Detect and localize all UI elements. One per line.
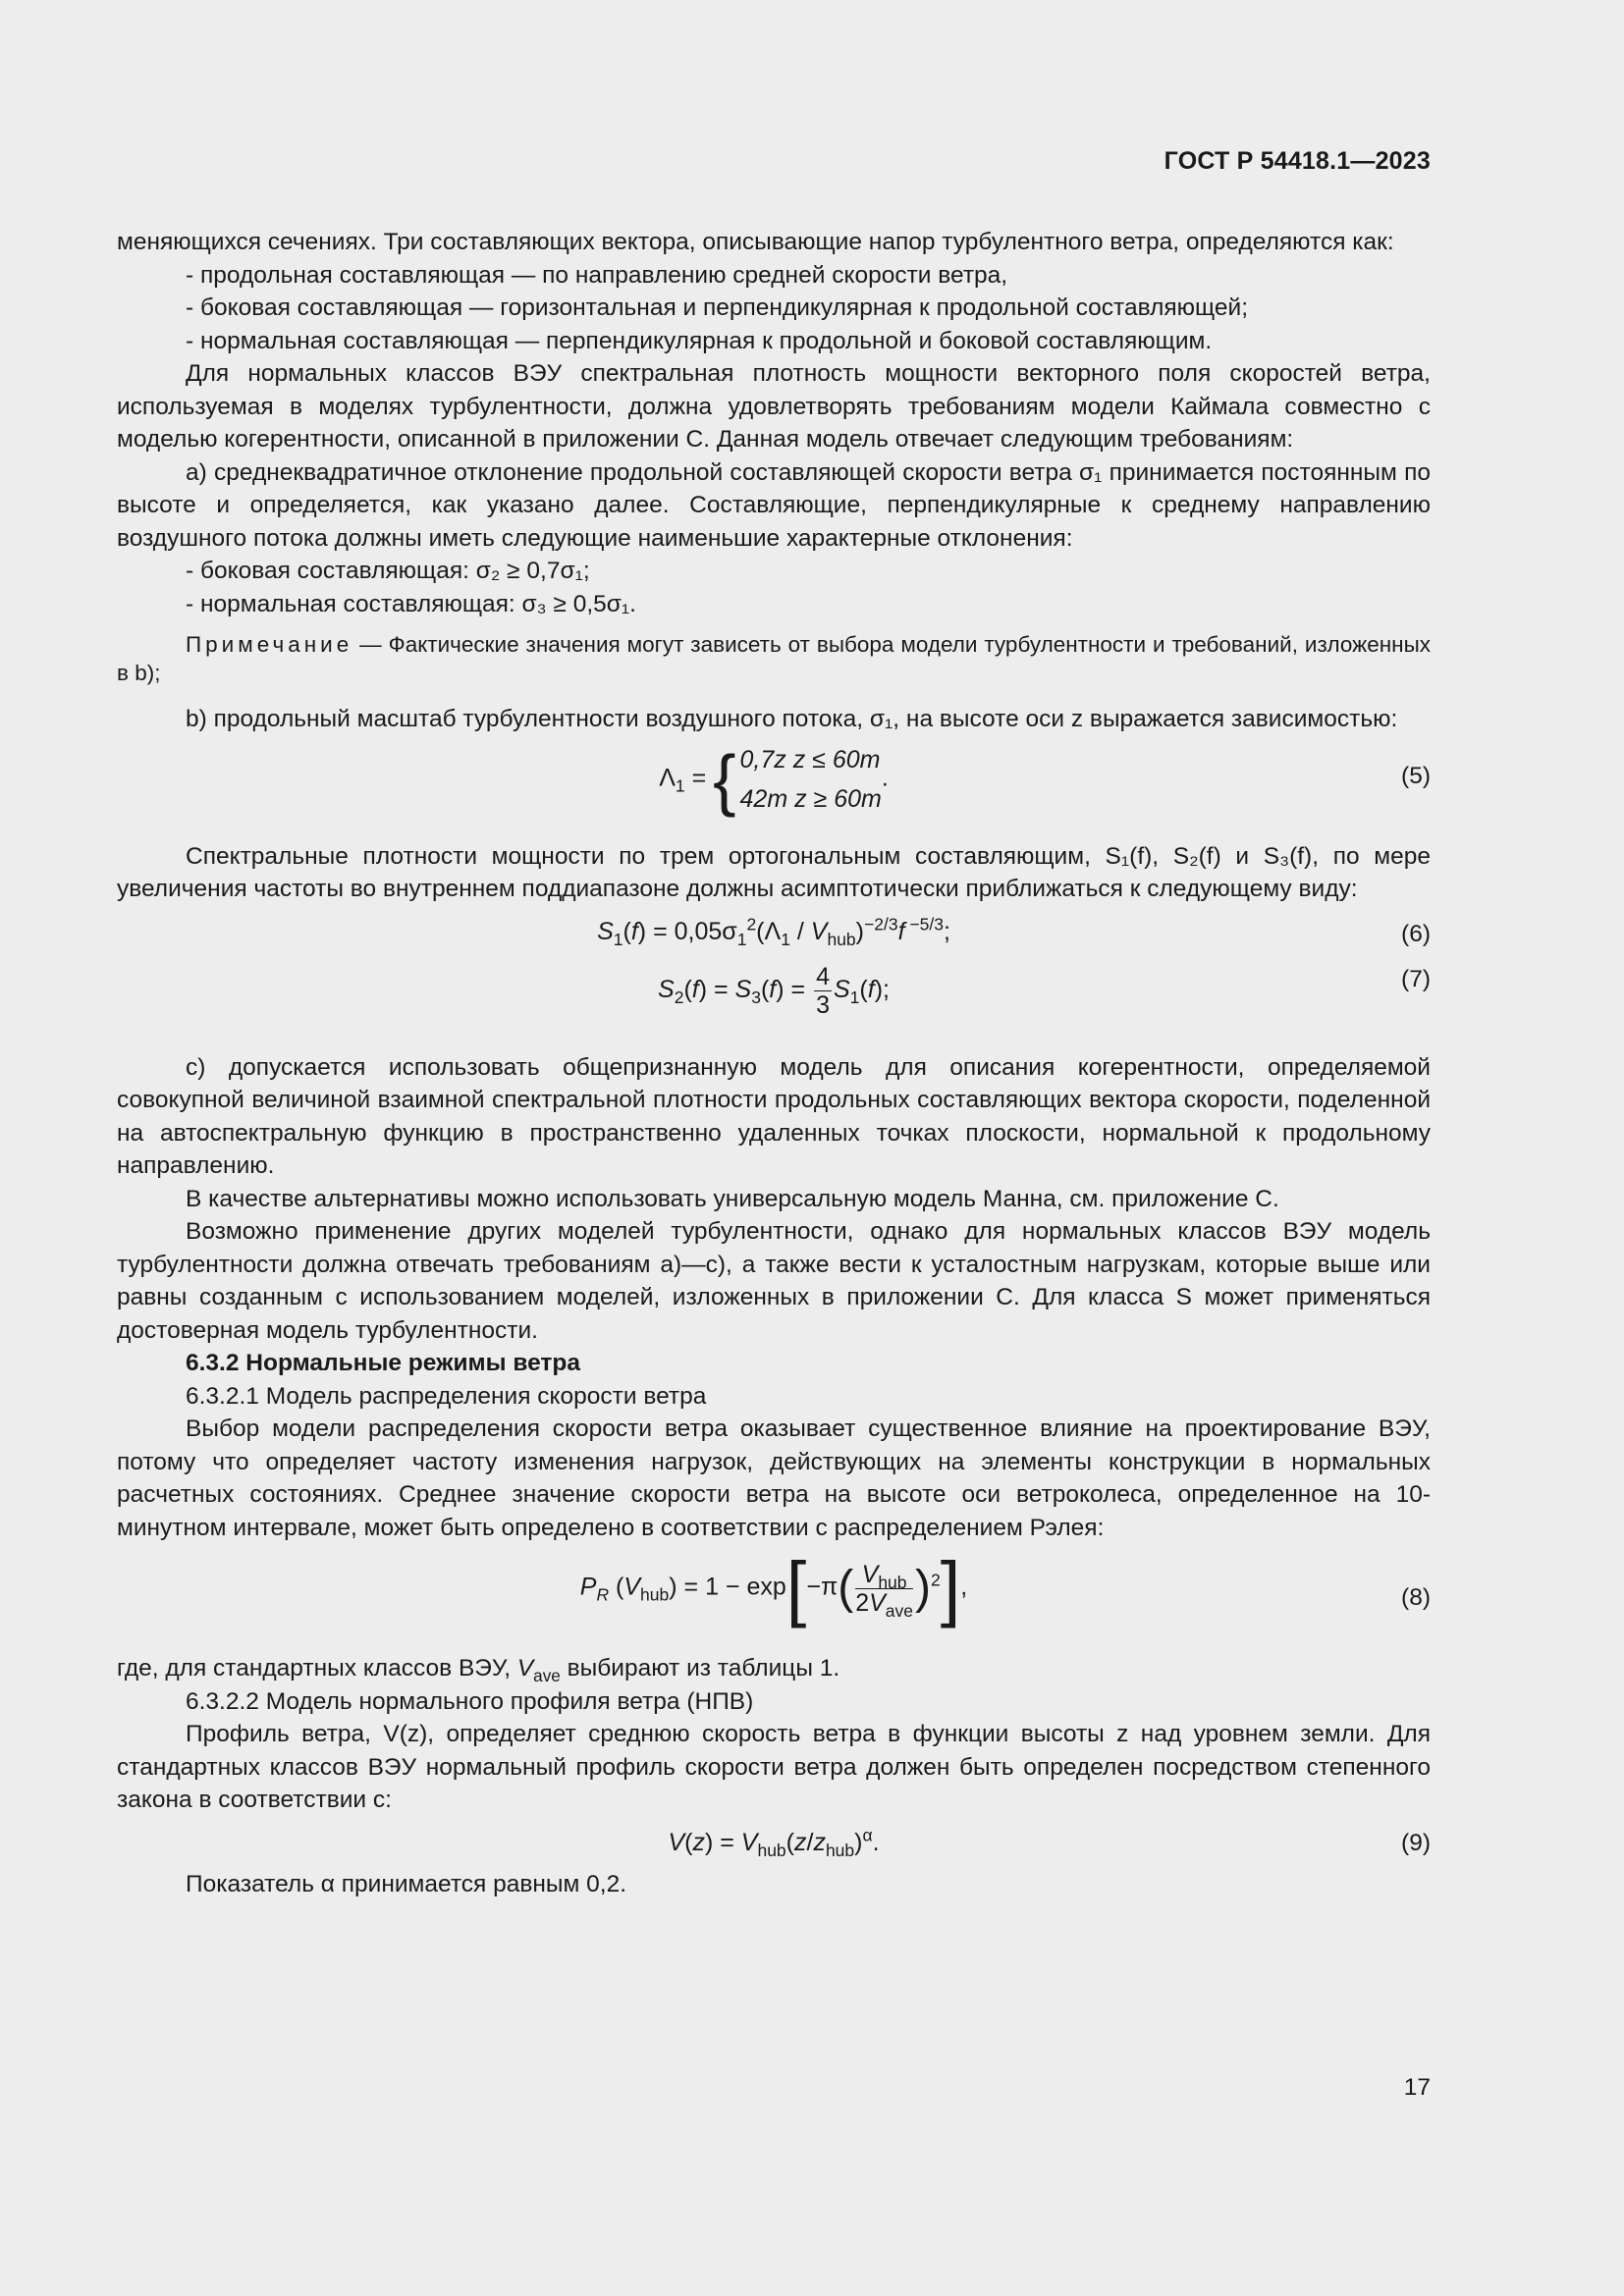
list-item: - боковая составляющая: σ₂ ≥ 0,7σ₁; — [186, 558, 590, 584]
cases-block — [713, 740, 882, 819]
note-text: — Фактические значения могут зависеть от выбора модели турбулентности и требований, изложенных в b); — [117, 632, 1431, 685]
fraction: $\frac{4}{3}$ — [816, 962, 830, 1019]
paragraph: а) среднеквадратичное отклонение продольной составляющей скорости ветра σ₁ принимается постоянным по высоте и определяется, как указано далее. Составляющие, перпендикулярные к среднему направлению воздушного потока должны иметь следующие наименьшие характерные отклонения: — [117, 458, 1431, 552]
note-label: Примечание — [186, 632, 353, 657]
paragraph: с) допускается использовать общепризнанную модель для описания когерентности, определяемой совокупной величиной взаимной спектральной плотности продольных составляющих вектора скорости, поделенной на автоспектральную функцию в пространственно удаленных точках плоскости, нормальной к продольному направлению. — [117, 1053, 1431, 1179]
formula-6 — [117, 906, 1431, 959]
paragraph: Спектральные плотности мощности по трем ортогональным составляющим, S₁(f), S₂(f) и S₃(f), по мере увеличения частоты во внутреннем поддиапазоне должны асимптотически приближаться к следующему виду: — [117, 842, 1431, 902]
formula-content: $S_1(f) = 0,05\sigma_1^2(\Lambda_1 / V_{hub})^{-2/3}f$ $^{-5/3}$; — [597, 914, 950, 949]
formula-5 — [117, 736, 1431, 823]
case-row-1: 0,7z z ≤ 60m — [739, 745, 881, 774]
case-row-2: 42m z ≥ 60m — [739, 784, 882, 813]
subsection-heading: 6.3.2.2 Модель нормального профиля ветра (НПВ) — [186, 1687, 754, 1715]
list-item: - нормальная составляющая: σ₃ ≥ 0,5σ₁. — [186, 590, 636, 617]
formula-number: (9) — [1401, 1829, 1431, 1856]
page-number: 17 — [1403, 2074, 1431, 2101]
formula-number: (5) — [1401, 762, 1431, 789]
formula-content: $V(z) = V_{hub}(z/z_{hub})^\alpha$. — [668, 1825, 880, 1860]
paragraph: Профиль ветра, V(z), определяет среднюю скорость ветра в функции высоты z над уровнем земли. Для стандартных классов ВЭУ нормальный профиль скорости ветра должен быть определен посредством степенного закона в соответствии с: — [117, 1721, 1431, 1813]
paragraph: Для нормальных классов ВЭУ спектральная плотность мощности векторного поля скоростей ветра, используемая в моделях турбулентности, должна удовлетворять требованиям модели Каймала совместно с моделью когерентности, описанной в приложении С. Данная модель отвечает следующим требованиям: — [117, 360, 1431, 453]
paragraph: Выбор модели распределения скорости ветра оказывает существенное влияние на проектирование ВЭУ, потому что определяет частоту изменения нагрузок, действующих на элементы конструкции в нормальных расчетных состояниях. Среднее значение скорости ветра на высоте оси ветроколеса, определенное на 10-минутном интервале, может быть определено в соответствии с распределением Рэлея: — [117, 1415, 1431, 1541]
paragraph: В качестве альтернативы можно использовать универсальную модель Манна, см. приложение С. — [186, 1185, 1279, 1212]
document-header: ГОСТ Р 54418.1—2023 — [1164, 147, 1431, 175]
list-item: - продольная составляющая — по направлению средней скорости ветра, — [186, 261, 1008, 289]
formula-9 — [117, 1817, 1431, 1868]
formula-8 — [117, 1544, 1431, 1652]
formula-number: (7) — [1401, 965, 1431, 992]
brace: { — [713, 740, 736, 818]
formula-7 — [117, 959, 1431, 1034]
paragraph: где, для стандартных классов ВЭУ, $V_{ave}$ выбирают из таблицы 1. — [117, 1655, 840, 1685]
section-heading: 6.3.2 Нормальные режимы ветра — [186, 1350, 580, 1376]
paragraph: Показатель α принимается равным 0,2. — [186, 1870, 627, 1897]
formula-content: $\Lambda_1$ = { 0,7z z ≤ 60m 42m z ≥ 60m . — [659, 740, 889, 818]
formula-number: (6) — [1401, 920, 1431, 947]
cases-rows — [740, 740, 882, 819]
paragraph: меняющихся сечениях. Три составляющих вектора, описывающие напор турбулентного ветра, определяются как: — [117, 229, 1394, 255]
paragraph: b) продольный масштаб турбулентности воздушного потока, σ₁, на высоте оси z выражается зависимостью: — [186, 706, 1398, 732]
paragraph: Возможно применение других моделей турбулентности, однако для нормальных классов ВЭУ модель турбулентности должна отвечать требованиям а)—с), а также вести к усталостным нагрузкам, которые выше или равны созданным с использованием моделей, изложенных в приложении С. Для класса S может применяться достоверная модель турбулентности. — [117, 1218, 1431, 1344]
subsection-heading: 6.3.2.1 Модель распределения скорости ветра — [186, 1382, 707, 1410]
formula-number: (8) — [1401, 1584, 1431, 1611]
note — [117, 630, 1431, 687]
list-item: - нормальная составляющая — перпендикулярная к продольной и боковой составляющим. — [186, 327, 1213, 354]
fraction: $\frac{V_{hub}}{2V_{ave}}$ — [855, 1560, 913, 1621]
formula-content: $P_R$ $(V_{hub}) = 1 - \exp[-\pi$( $\frac{V_{hub}}{2V_{ave}}$ )$^2$], — [579, 1547, 968, 1629]
document-body — [117, 226, 1431, 1900]
list-item: - боковая составляющая — горизонтальная и перпендикулярная к продольной составляющей; — [186, 294, 1249, 321]
formula-content: $S_2(f) = S_3(f)$ = $\frac{4}{3}$ $S_1(f)$; — [658, 962, 890, 1019]
